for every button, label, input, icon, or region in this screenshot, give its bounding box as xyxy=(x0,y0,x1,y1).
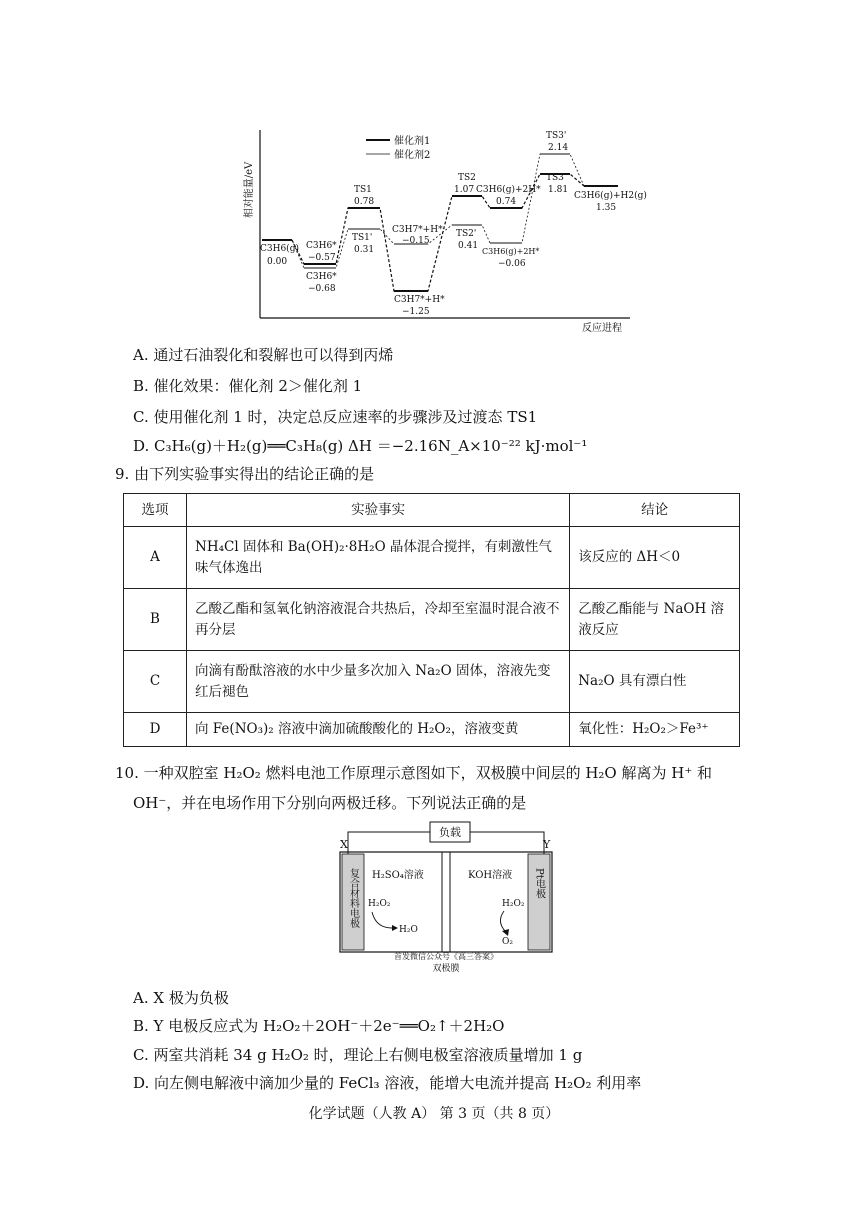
value-ts1: 0.78 xyxy=(354,197,375,207)
row-conclusion: 氧化性：H₂O₂＞Fe³⁺ xyxy=(570,713,740,747)
label-ts3: TS3 xyxy=(546,173,564,183)
value-c3h7-h-2: −1.25 xyxy=(402,307,430,317)
legend-label-catalyst1: 催化剂1 xyxy=(394,136,431,147)
right-product: O₂ xyxy=(502,937,513,947)
row-conclusion: 乙酸乙酯能与 NaOH 溶液反应 xyxy=(570,589,740,651)
q10-option-b: B. Y 电极反应式为 H₂O₂＋2OH⁻＋2e⁻══O₂↑＋2H₂O xyxy=(133,1017,505,1035)
table-row xyxy=(124,651,740,713)
value-ts2: 1.07 xyxy=(454,185,475,195)
right-reactant: H₂O₂ xyxy=(502,899,525,909)
label-c3h6-2h-2: C3H6(g)+2H* xyxy=(482,247,540,256)
row-fact: 向 Fe(NO₃)₂ 溶液中滴加硫酸酸化的 H₂O₂，溶液变黄 xyxy=(187,713,570,747)
label-c3h6-2h-1: C3H6(g)+2H* xyxy=(476,185,541,195)
q8-option-c: C. 使用催化剂 1 时，决定总反应速率的步骤涉及过渡态 TS1 xyxy=(133,408,538,426)
watermark-text: 首发微信公众号《高三答案》 xyxy=(394,952,498,961)
label-ts1-prime: TS1' xyxy=(352,233,373,243)
left-product: H₂O xyxy=(399,925,418,935)
left-reactant: H₂O₂ xyxy=(368,899,391,909)
value-ts1-prime: 0.31 xyxy=(354,245,375,255)
q8-option-b: B. 催化效果：催化剂 2＞催化剂 1 xyxy=(133,377,363,395)
table-row xyxy=(124,527,740,589)
y-axis-label: 相对能量/eV xyxy=(244,161,255,219)
energy-profile-diagram xyxy=(230,118,650,336)
value-c3h6-h2: 1.35 xyxy=(596,203,617,213)
label-ts2-prime: TS2' xyxy=(456,229,477,239)
right-arrowhead xyxy=(502,929,509,936)
value-c3h6g: 0.00 xyxy=(267,257,288,267)
value-c3h6-ads-1: −0.57 xyxy=(308,253,336,263)
row-conclusion: 该反应的 ΔH＜0 xyxy=(570,527,740,589)
left-electrode-label: 复合材料电极 xyxy=(347,868,359,928)
row-fact: 乙酸乙酯和氢氧化钠溶液混合共热后，冷却至室温时混合液不再分层 xyxy=(187,589,570,651)
label-ts2: TS2 xyxy=(458,173,476,183)
q10-option-c: C. 两室共消耗 34 g H₂O₂ 时，理论上右侧电极室溶液质量增加 1 g xyxy=(133,1046,583,1064)
value-ts3: 1.81 xyxy=(548,185,569,195)
fuel-cell-diagram xyxy=(336,818,562,976)
label-c3h6-ads-1: C3H6* xyxy=(306,241,337,251)
value-ts2-prime: 0.41 xyxy=(458,241,479,251)
q10-option-a: A. X 极为负极 xyxy=(133,989,229,1007)
x-terminal-label: X xyxy=(340,838,348,851)
label-ts1: TS1 xyxy=(354,185,372,195)
y-terminal-label: Y xyxy=(543,838,551,851)
label-c3h6-h2: C3H6(g)+H2(g) xyxy=(574,191,647,201)
row-option: C xyxy=(124,651,187,713)
value-ts3-prime: 2.14 xyxy=(548,143,569,153)
left-reaction-arrow xyxy=(372,912,392,928)
left-solution-label: H₂SO₄溶液 xyxy=(372,870,424,881)
header-conclusion: 结论 xyxy=(570,494,740,527)
q10-option-d: D. 向左侧电解液中滴加少量的 FeCl₃ 溶液，能增大电流并提高 H₂O₂ 利用率 xyxy=(133,1074,642,1092)
row-fact: 向滴有酚酞溶液的水中少量多次加入 Na₂O 固体，溶液先变红后褪色 xyxy=(187,651,570,713)
table-row xyxy=(124,589,740,651)
q10-stem-line2: OH⁻，并在电场作用下分别向两极迁移。下列说法正确的是 xyxy=(133,794,527,812)
row-fact: NH₄Cl 固体和 Ba(OH)₂·8H₂O 晶体混合搅拌，有刺激性气味气体逸出 xyxy=(187,527,570,589)
label-c3h7-h-1: C3H7*+H* xyxy=(392,225,443,235)
row-option: B xyxy=(124,589,187,651)
x-axis-label: 反应进程 xyxy=(582,323,622,334)
row-option: A xyxy=(124,527,187,589)
table-header-row xyxy=(124,494,740,527)
page-footer: 化学试题（人教 A） 第 3 页（共 8 页） xyxy=(308,1106,560,1122)
legend-label-catalyst2: 催化剂2 xyxy=(394,150,431,161)
membrane-label: 双极膜 xyxy=(432,964,460,974)
q9-stem: 9. 由下列实验事实得出的结论正确的是 xyxy=(115,465,375,483)
load-label: 负载 xyxy=(439,826,461,839)
label-ts3-prime: TS3' xyxy=(546,131,567,141)
label-c3h6g: C3H6(g) xyxy=(260,244,299,254)
q10-stem-line1: 10. 一种双腔室 H₂O₂ 燃料电池工作原理示意图如下，双极膜中间层的 H₂O 解离为 H⁺ 和 xyxy=(115,764,713,782)
value-c3h6-2h-1: 0.74 xyxy=(496,197,517,207)
header-fact: 实验事实 xyxy=(187,494,570,527)
header-option: 选项 xyxy=(124,494,187,527)
table-row xyxy=(124,713,740,747)
q9-table xyxy=(123,493,740,747)
row-conclusion: Na₂O 具有漂白性 xyxy=(570,651,740,713)
row-option: D xyxy=(124,713,187,747)
right-electrode-label: Pt电极 xyxy=(533,868,545,899)
right-reaction-arrow xyxy=(500,911,506,932)
value-c3h7-h-1: −0.15 xyxy=(402,236,430,246)
label-c3h6-ads-2: C3H6* xyxy=(306,272,337,282)
label-c3h7-h-2: C3H7*+H* xyxy=(394,295,445,305)
q8-option-d: D. C₃H₆(g)＋H₂(g)══C₃H₈(g) ΔH ＝−2.16N_A×10⁻²² kJ·mol⁻¹ xyxy=(133,437,588,455)
right-solution-label: KOH溶液 xyxy=(468,870,513,881)
q8-option-a: A. 通过石油裂化和裂解也可以得到丙烯 xyxy=(133,346,394,364)
value-c3h6-ads-2: −0.68 xyxy=(308,284,336,294)
left-arrowhead xyxy=(392,925,398,931)
value-c3h6-2h-2: −0.06 xyxy=(498,259,526,269)
